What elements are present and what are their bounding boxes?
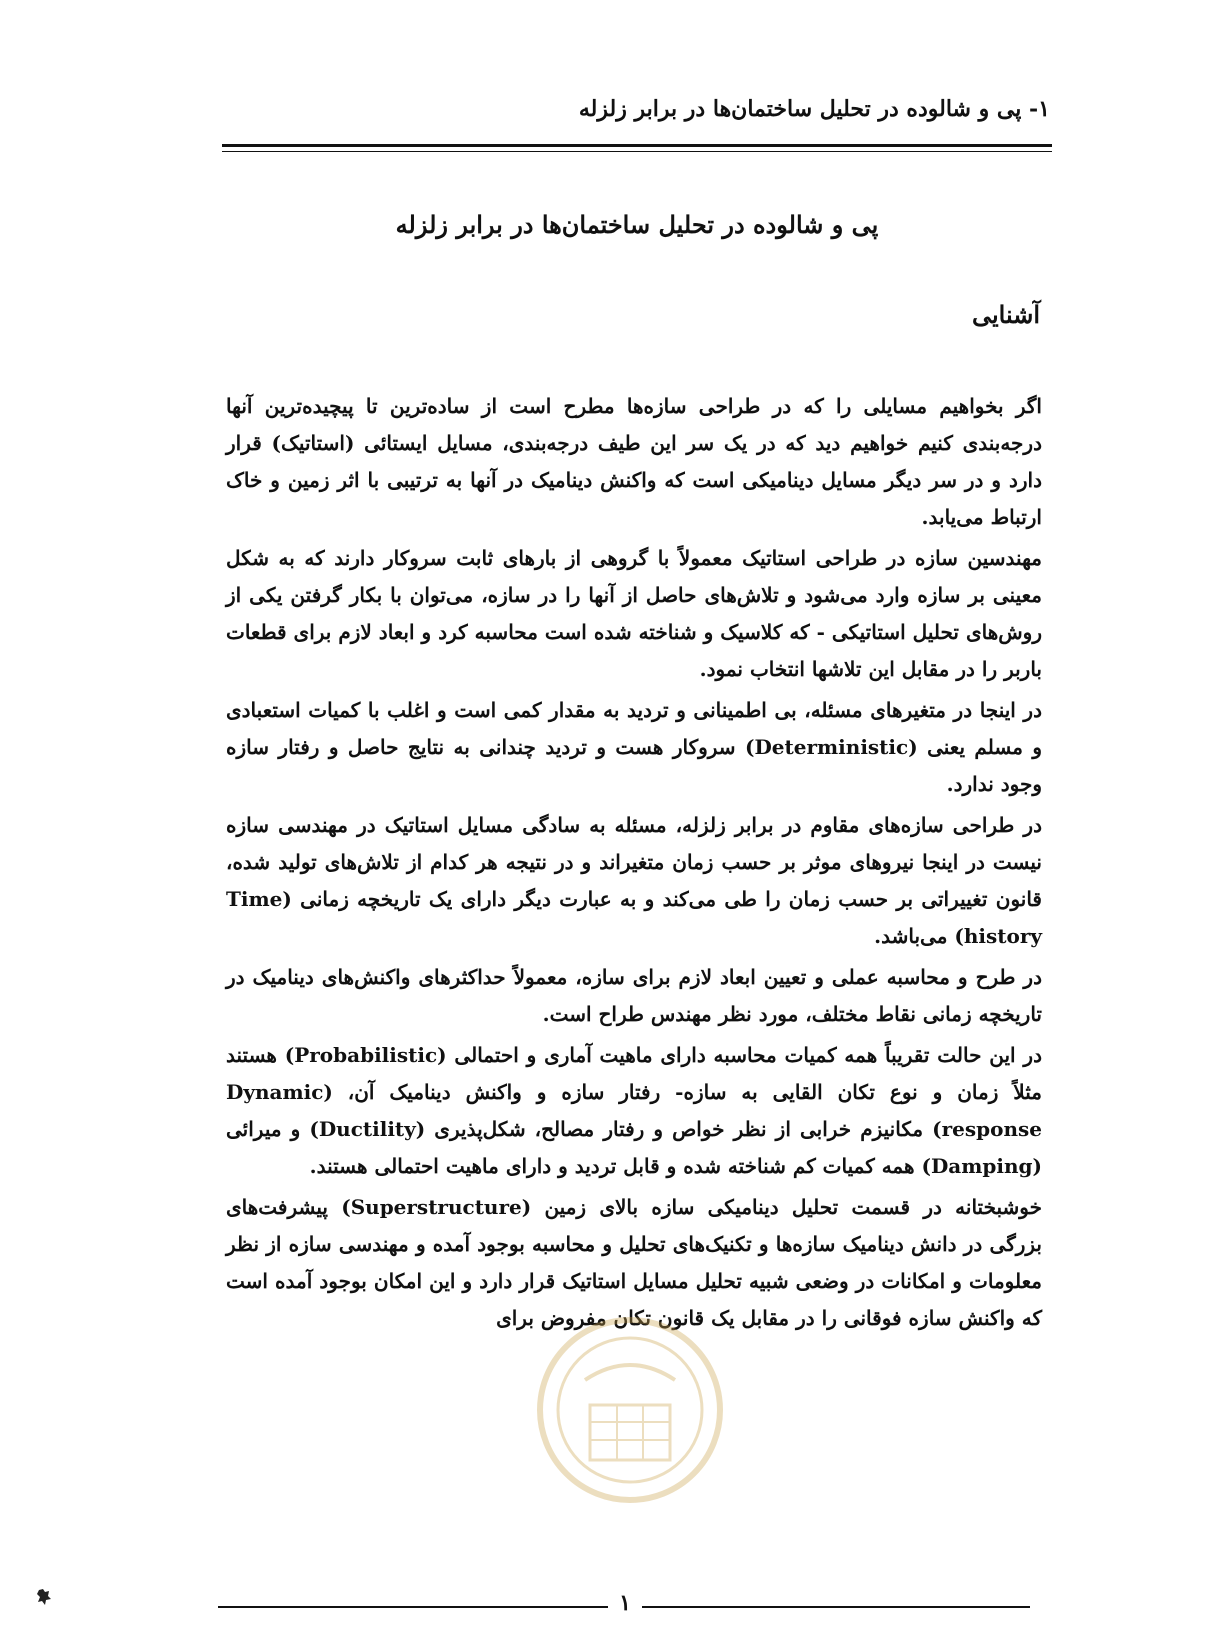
paragraph: مهندسین سازه در طراحی استاتیک معمولاً با گروهی از بارهای ثابت سروکار دارند که به شکل معینی بر سازه وارد می‌شود و تلاش‌های حاصل از آنها را در سازه، می‌توان با بکار گرفتن یکی از روش‌های تحلیل استاتیکی - که کلاسیک و شناخته شده است محاسبه کرد و ابعاد لازم برای قطعات باربر را در مقابل این تلاشها انتخاب نمود.: [226, 546, 1042, 681]
paragraph: در طراحی سازه‌های مقاوم در برابر زلزله، مسئله به سادگی مسایل استاتیک در مهندسی سازه نیست در اینجا نیروهای موثر بر حسب زمان متغیراند و در نتیجه هر کدام از تلاش‌های تولید شده، قانون تغییراتی بر حسب زمان را طی می‌کند و به عبارت دیگر دارای یک تاریخچه زمانی (Time history) می‌باشد.: [226, 813, 1042, 948]
chapter-title: پی و شالوده در تحلیل ساختمان‌ها در برابر زلزله: [395, 210, 879, 239]
hand-stamp-mark-icon: [36, 1588, 52, 1606]
footer-rule-right: [642, 1606, 1030, 1608]
section-heading: آشنایی: [971, 300, 1040, 329]
paragraph: اگر بخواهیم مسایلی را که در طراحی سازه‌ها مطرح است از ساده‌ترین تا پیچیده‌ترین آنها درجه‌بندی کنیم خواهیم دید که در یک سر این طیف درجه‌بندی، مسایل ایستائی (استاتیک) قرار دارد و در سر دیگر مسایل دینامیکی است که واکنش دینامیک در آنها به ترتیبی با اثر زمین و خاک ارتباط می‌یابد.: [226, 394, 1042, 529]
header-rule-thick: [222, 144, 1052, 147]
running-header: ۱- پی و شالوده در تحلیل ساختمان‌ها در برابر زلزله: [578, 96, 1050, 122]
header-rule-thin: [222, 151, 1052, 152]
body-text: [226, 388, 1042, 1341]
footer-rule-left: [218, 1606, 608, 1608]
paragraph: خوشبختانه در قسمت تحلیل دینامیکی سازه بالای زمین (Superstructure) پیشرفت‌های بزرگی در دانش دینامیک سازه‌ها و تکنیک‌های تحلیل و محاسبه بوجود آمده و مهندسی سازه از نظر معلومات و امکانات در وضعی شبیه تحلیل مسایل استاتیک قرار دارد و این امکان بوجود آمده است که واکنش سازه فوقانی را در مقابل یک قانون تکان مفروض برای: [226, 1195, 1042, 1330]
paragraph: در طرح و محاسبه عملی و تعیین ابعاد لازم برای سازه، معمولاً حداکثرهای واکنش‌های دینامیک در تاریخچه زمانی نقاط مختلف، مورد نظر مهندس طراح است.: [226, 965, 1042, 1026]
page-number: ۱: [619, 1590, 631, 1616]
paragraph: در اینجا در متغیرهای مسئله، بی اطمینانی و تردید به مقدار کمی است و اغلب با کمیات استعبادی و مسلم یعنی (Deterministic) سروکار هست و تردید چندانی به نتایج حاصل و رفتار سازه وجود ندارد.: [226, 698, 1042, 796]
paragraph: در این حالت تقریباً همه کمیات محاسبه دارای ماهیت آماری و احتمالی (Probabilistic) هستند مثلاً زمان و نوع تکان القایی به سازه- رفتار سازه و واکنش دینامیک آن، (Dynamic response) مکانیزم خرابی از نظر خواص و رفتار مصالح، شکل‌پذیری (Ductility) و میرائی (Damping) همه کمیات کم شناخته شده و قابل تردید و دارای ماهیت احتمالی هستند.: [226, 1043, 1042, 1178]
